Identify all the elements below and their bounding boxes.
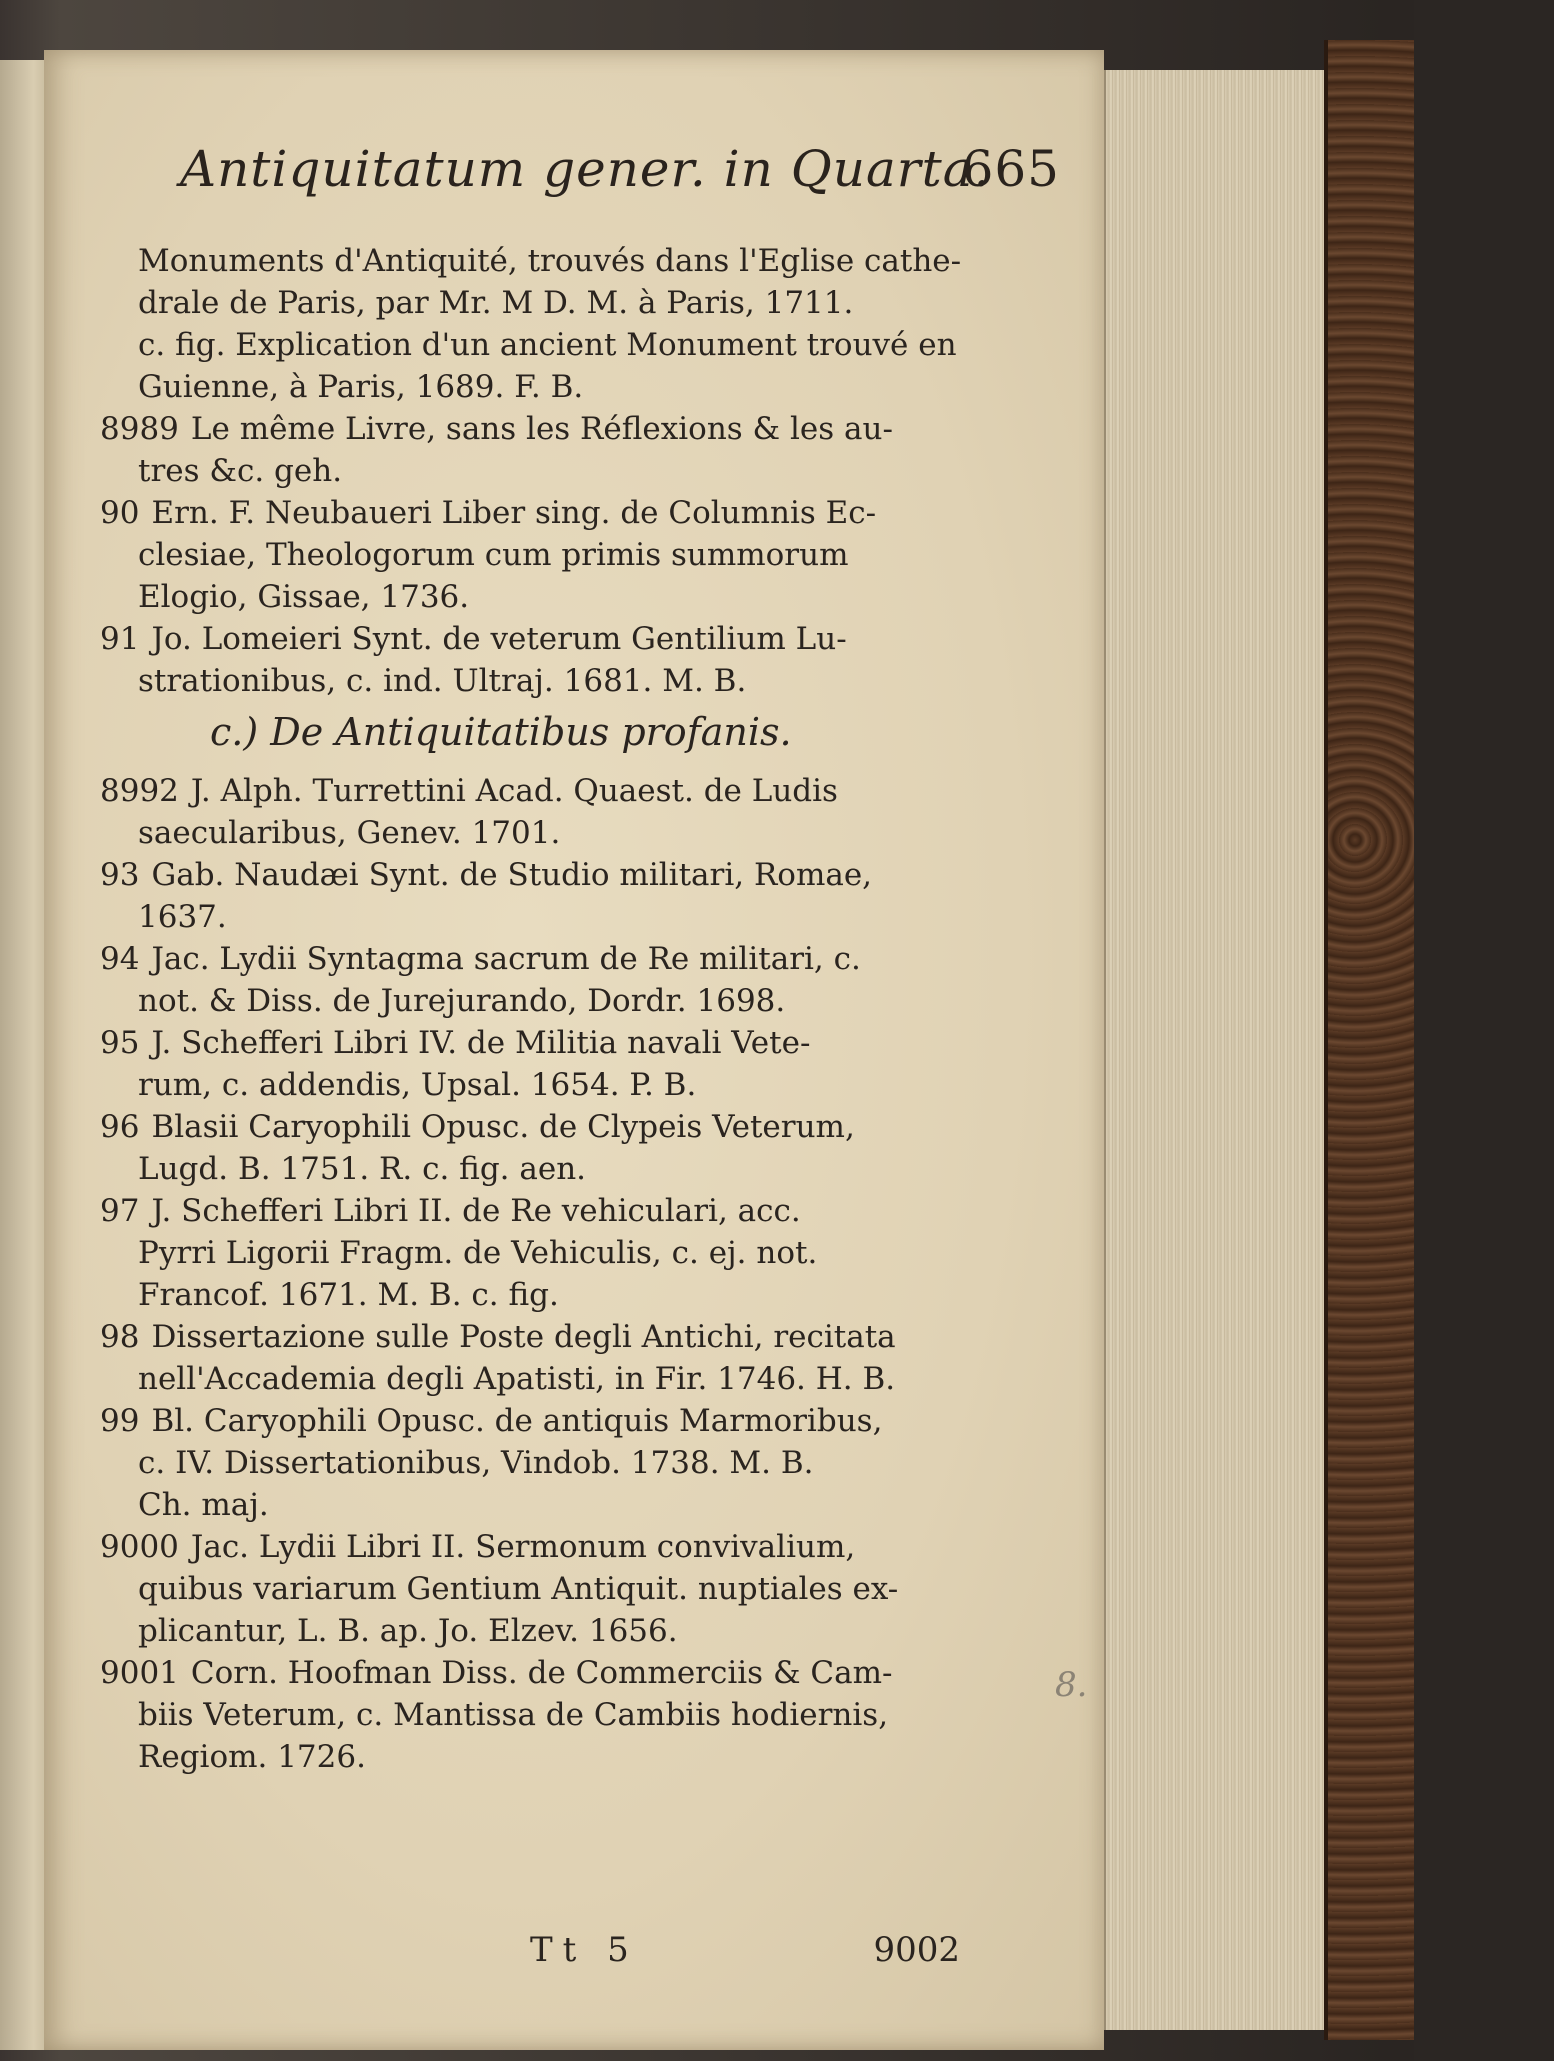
background-shadow (1414, 0, 1554, 2061)
catalog-entry (100, 1400, 960, 1526)
entry-number: 9001 (100, 1655, 179, 1691)
page-number: 665 (961, 140, 1060, 198)
entry-text: Jo. Lomeieri Synt. de veterum Gentilium Lu- (151, 621, 847, 657)
entry-text: Elogio, Gissae, 1736. (138, 579, 470, 615)
entry-number: 98 (100, 1319, 140, 1355)
entry-text: Ch. maj. (138, 1487, 269, 1523)
catalog-entry (100, 770, 960, 854)
entry-number: 8992 (100, 773, 179, 809)
entry-number: 97 (100, 1193, 140, 1229)
entry-text: J. Schefferi Libri IV. de Militia navali Vete- (151, 1025, 811, 1061)
entry-text: plicantur, L. B. ap. Jo. Elzev. 1656. (138, 1613, 678, 1649)
entry-line (100, 1442, 960, 1484)
entry-text: Jac. Lydii Syntagma sacrum de Re militari, c. (151, 941, 861, 977)
entry-number: 9000 (100, 1529, 179, 1565)
entry-text: Monuments d'Antiquité, trouvés dans l'Eglise cathe- (138, 243, 962, 279)
entry-line (100, 534, 960, 576)
entry-line (100, 1106, 960, 1148)
entry-text: c. fig. Explication d'un ancient Monument trouvé en (138, 327, 957, 363)
entry-text: Gab. Naudæi Synt. de Studio militari, Romae, (151, 857, 873, 893)
entry-line (100, 492, 960, 534)
entry-text: Regiom. 1726. (138, 1739, 366, 1775)
entry-line (100, 980, 960, 1022)
entry-number: 91 (100, 621, 140, 657)
entry-line (100, 240, 960, 282)
entry-text: clesiae, Theologorum cum primis summorum (138, 537, 849, 573)
entry-line (100, 660, 960, 702)
entry-line (100, 282, 960, 324)
entry-line (100, 366, 960, 408)
catalog-entry (100, 240, 960, 408)
entry-text: Guienne, à Paris, 1689. F. B. (138, 369, 584, 405)
section-heading: c.) De Antiquitatibus profanis. (210, 710, 792, 754)
entry-line (100, 1190, 960, 1232)
entry-text: Jac. Lydii Libri II. Sermonum convivalium, (190, 1529, 856, 1565)
entry-line (100, 1568, 960, 1610)
signature-mark: Tt 5 (530, 1930, 639, 1970)
entry-text: Blasii Caryophili Opusc. de Clypeis Veterum, (151, 1109, 855, 1145)
entry-line (100, 770, 960, 812)
entry-line (100, 812, 960, 854)
book-cover (1324, 40, 1418, 2040)
entry-text: drale de Paris, par Mr. M D. M. à Paris, 1711. (138, 285, 854, 321)
entry-text: not. & Diss. de Jurejurando, Dordr. 1698. (138, 983, 786, 1019)
entry-text: Ern. F. Neubaueri Liber sing. de Columnis Ec- (151, 495, 877, 531)
catalog-entry (100, 1022, 960, 1106)
entry-text: saecularibus, Genev. 1701. (138, 815, 561, 851)
entry-line (100, 1232, 960, 1274)
catalog-entry (100, 854, 960, 938)
entry-text: quibus variarum Gentium Antiquit. nuptiales ex- (138, 1571, 899, 1607)
entry-text: 1637. (138, 899, 227, 935)
previous-page-edge (0, 60, 48, 2050)
entry-text: J. Schefferi Libri II. de Re vehiculari, acc. (151, 1193, 801, 1229)
catalog-entry (100, 1652, 960, 1778)
entry-line (100, 1736, 960, 1778)
entry-line (100, 1022, 960, 1064)
entry-text: Francof. 1671. M. B. c. fig. (138, 1277, 559, 1313)
entry-line (100, 1148, 960, 1190)
entry-text: J. Alph. Turrettini Acad. Quaest. de Ludis (190, 773, 838, 809)
entry-number: 93 (100, 857, 140, 893)
catalog-entry (100, 492, 960, 618)
entry-line (100, 1526, 960, 1568)
entry-line (100, 896, 960, 938)
entry-text: Lugd. B. 1751. R. c. fig. aen. (138, 1151, 587, 1187)
entry-line (100, 324, 960, 366)
entry-text: Dissertazione sulle Poste degli Antichi, recitata (151, 1319, 896, 1355)
pencil-margin-note: 8. (1055, 1665, 1088, 1705)
entry-text: Bl. Caryophili Opusc. de antiquis Marmoribus, (151, 1403, 883, 1439)
entry-text: c. IV. Dissertationibus, Vindob. 1738. M. B. (138, 1445, 814, 1481)
entry-line (100, 1274, 960, 1316)
entry-number: 95 (100, 1025, 140, 1061)
entry-line (100, 1694, 960, 1736)
entry-line (100, 1484, 960, 1526)
catalog-entry (100, 1106, 960, 1190)
entry-line (100, 408, 960, 450)
entry-text: rum, c. addendis, Upsal. 1654. P. B. (138, 1067, 697, 1103)
entry-line (100, 576, 960, 618)
running-head-title: Antiquitatum gener. in Quarta. (180, 140, 991, 198)
page-edges (1104, 70, 1326, 2030)
entry-number: 96 (100, 1109, 140, 1145)
entry-line (100, 938, 960, 980)
entry-number: 90 (100, 495, 140, 531)
entry-text: biis Veterum, c. Mantissa de Cambiis hodiernis, (138, 1697, 889, 1733)
entry-text: Le même Livre, sans les Réflexions & les au- (190, 411, 893, 447)
catalog-entry (100, 1190, 960, 1316)
running-head (180, 140, 1060, 198)
catalog-entry (100, 618, 960, 702)
entry-line (100, 1610, 960, 1652)
entry-text: tres &c. geh. (138, 453, 343, 489)
catalog-entry (100, 408, 960, 492)
entry-number: 8989 (100, 411, 179, 447)
entry-line (100, 450, 960, 492)
entry-number: 94 (100, 941, 140, 977)
entry-number: 99 (100, 1403, 140, 1439)
entry-line (100, 618, 960, 660)
entry-text: nell'Accademia degli Apatisti, in Fir. 1746. H. B. (138, 1361, 896, 1397)
catalog-entry (100, 1526, 960, 1652)
catalog-entry (100, 938, 960, 1022)
entry-line (100, 1358, 960, 1400)
entry-line (100, 1064, 960, 1106)
entry-line (100, 854, 960, 896)
catalog-entry (100, 1316, 960, 1400)
entry-text: Corn. Hoofman Diss. de Commerciis & Cam- (190, 1655, 893, 1691)
entry-text: Pyrri Ligorii Fragm. de Vehiculis, c. ej. not. (138, 1235, 818, 1271)
entry-text: strationibus, c. ind. Ultraj. 1681. M. B. (138, 663, 747, 699)
entry-line (100, 1316, 960, 1358)
catchword: 9002 (873, 1930, 960, 1970)
entry-line (100, 1400, 960, 1442)
entry-line (100, 1652, 960, 1694)
